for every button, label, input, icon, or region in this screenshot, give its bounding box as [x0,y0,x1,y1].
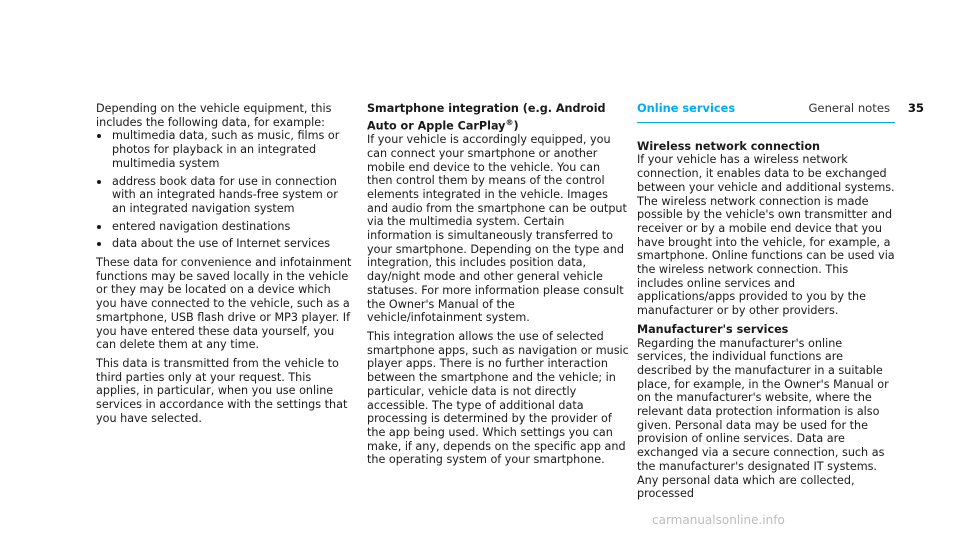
paragraph-wireless-network: If your vehicle has a wireless network connection, it enables data to be exchanged between your vehicle and additional systems. The wireless network connection is made possible by the vehicle's own transmitter and receiver or by a mobile end device that you have brought into the vehicle, for example, a smartphone. Online functions can be used via the wireless network connection. This includes online services and applications/apps provided to you by the manufacturer or by other providers. [637,153,895,318]
column-middle [367,102,629,467]
paragraph-storage: These data for convenience and infotainment functions may be saved locally in the vehicle or they may be located on a device which you have connected to the vehicle, such as a smartphone, USB flash drive or MP3 player. If you have entered these data yourself, you can delete them at any time. [96,256,352,352]
column-right [637,102,895,501]
page-number: 35 [907,101,924,115]
section-title-online-services: Online services [637,102,895,123]
list-item: entered navigation destinations [96,220,352,234]
watermark: carmanualsonline.info [652,513,785,527]
list-item: address book data for use in connection with an integrated hands-free system or an integrated navigation system [96,175,352,216]
paragraph-smartphone-apps: This integration allows the use of selected smartphone apps, such as navigation or music player apps. There is no further interaction between the smartphone and the vehicle; in particular, vehicle data is not directly accessible. The type of additional data processing is determined by the provider of the app being used. Which settings you can make, if any, depends on the specific app and the operating system of your smartphone. [367,329,629,467]
paragraph-smartphone-connect: If your vehicle is accordingly equipped, you can connect your smartphone or another mobile end device to the vehicle. You can then control them by means of the control elements integrated in the vehicle. Images and audio from the smartphone can be output via the multimedia system. Certain information is simultaneously transferred to your smartphone. Depending on the type and integration, this includes position data, day/night mode and other general vehicle statuses. For more information please consult the Owner's Manual of the vehicle/infotainment system. [367,133,627,325]
heading-manufacturer-services: Manufacturer's services [637,322,789,336]
list-item: data about the use of Internet services [96,237,352,251]
data-type-list [96,129,352,251]
running-header-title: General notes [808,101,890,115]
column-left [96,102,352,425]
paragraph-manufacturer-services: Regarding the manufacturer's online services, the individual functions are described by the manufacturer in a suitable place, for example, in the Owner's Manual or on the manufacturer's website, where the relevant data protection information is also given. Personal data may be used for the provision of online services. Data are exchanged via a secure connection, such as the manufacturer's designated IT systems. Any personal data which are collected, processed [637,336,889,501]
list-item: multimedia data, such as music, films or photos for playback in an integrated multimedia system [96,129,352,170]
paragraph-transmission: This data is transmitted from the vehicle to third parties only at your request. This applies, in particular, when you use online services in accordance with the settings that you have selected. [96,356,348,425]
registered-mark: ® [505,117,514,127]
heading-wireless-network: Wireless network connection [637,139,820,153]
heading-smartphone-integration: Smartphone integration (e.g. Android Auto or Apple CarPlay®) [367,102,606,133]
intro-paragraph: Depending on the vehicle equipment, this includes the following data, for example: [96,102,332,129]
